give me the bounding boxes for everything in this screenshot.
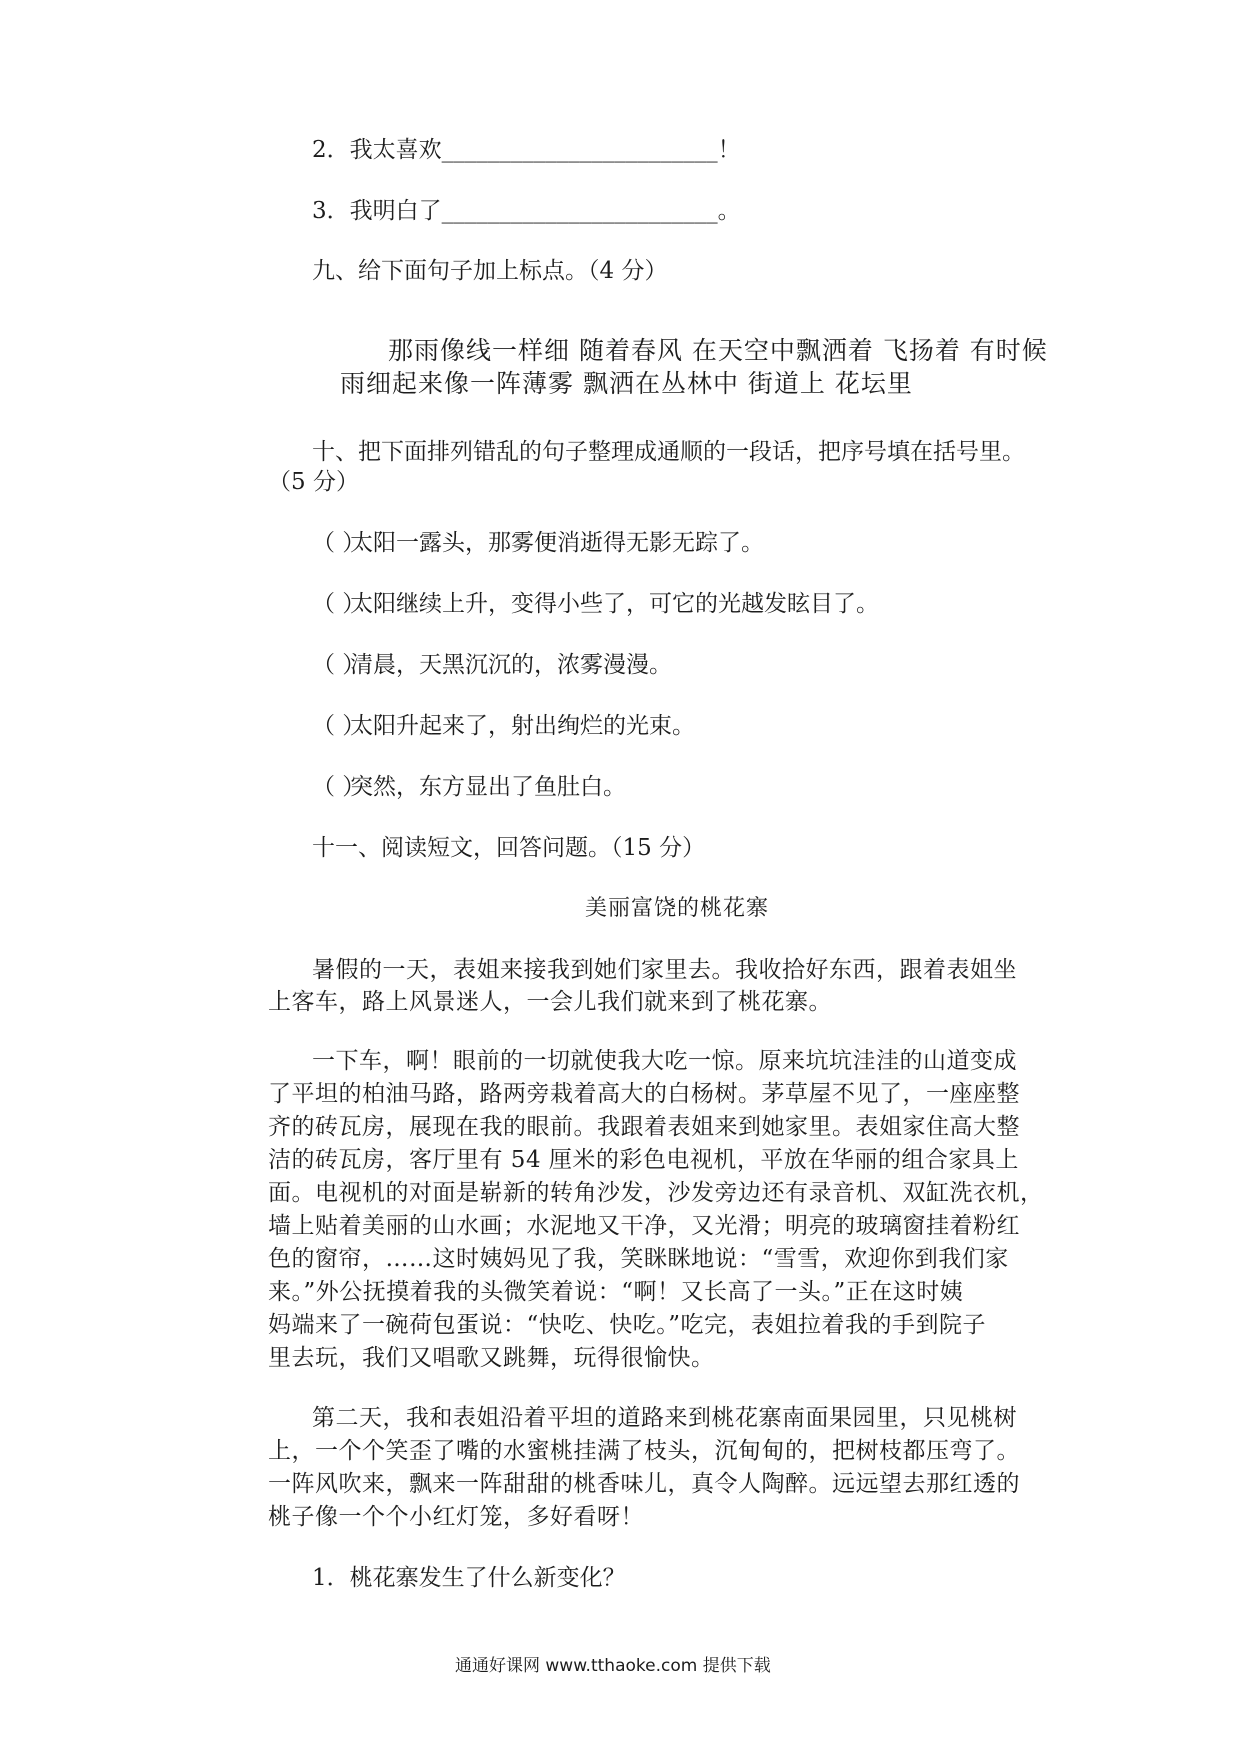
passage-para-1-line: 暑假的一天，表姐来接我到她们家里去。我收拾好东西，跟着表姐坐 (312, 957, 1017, 983)
q10-item-text: 清晨，天黑沉沉的，浓雾漫漫。 (350, 652, 672, 678)
q10-item (312, 770, 626, 804)
q10-item (312, 587, 879, 621)
q11-question-1: 1．桃花寨发生了什么新变化？ (312, 1565, 626, 1591)
q11-heading: 十一、阅读短文，回答问题。（15 分） (312, 835, 706, 861)
passage-para-1-line: 上客车，路上风景迷人，一会儿我们就来到了桃花寨。 (268, 989, 832, 1015)
q9-heading: 九、给下面句子加上标点。（4 分） (312, 258, 668, 284)
passage-para-2-line: 洁的砖瓦房，客厅里有 54 厘米的彩色电视机，平放在华丽的组合家具上 (268, 1147, 1019, 1173)
passage-para-2-line: 色的窗帘，……这时姨妈见了我，笑眯眯地说：“雪雪，欢迎你到我们家 (268, 1246, 1009, 1272)
q10-heading-line-2: （5 分） (268, 469, 359, 495)
blank-parentheses: （ ） (312, 713, 366, 739)
q9-sentence-line-1: 那雨像线一样细 随着春风 在天空中飘洒着 飞扬着 有时候 (388, 336, 1048, 365)
q8-item-3: 3．我明白了________________________。 (312, 198, 741, 224)
q8-item-2: 2．我太喜欢________________________！ (312, 137, 741, 163)
q10-item-text: 太阳升起来了，射出绚烂的光束。 (350, 713, 695, 739)
q10-item (312, 648, 672, 682)
passage-para-3-line: 一阵风吹来，飘来一阵甜甜的桃香味儿，真令人陶醉。远远望去那红透的 (268, 1471, 1020, 1497)
blank-parentheses: （ ） (312, 530, 366, 556)
passage-para-2-line: 面。电视机的对面是崭新的转角沙发，沙发旁边还有录音机、双缸洗衣机， (268, 1180, 1044, 1206)
passage-para-3-line: 上，一个个笑歪了嘴的水蜜桃挂满了枝头，沉甸甸的，把树枝都压弯了。 (268, 1438, 1020, 1464)
q10-item-text: 突然，东方显出了鱼肚白。 (350, 774, 626, 800)
q10-item-text: 太阳一露头，那雾便消逝得无影无踪了。 (350, 530, 764, 556)
passage-para-2-line: 墙上贴着美丽的山水画；水泥地又干净，又光滑；明亮的玻璃窗挂着粉红 (268, 1213, 1020, 1239)
page-footer: 通通好课网 www.tthaoke.com 提供下载 (455, 1656, 771, 1676)
q10-item (312, 709, 695, 743)
q9-sentence-line-2: 雨细起来像一阵薄雾 飘洒在丛林中 街道上 花坛里 (340, 369, 913, 398)
passage-para-3-line: 第二天，我和表姐沿着平坦的道路来到桃花寨南面果园里，只见桃树 (312, 1405, 1017, 1431)
blank-parentheses: （ ） (312, 591, 366, 617)
q10-item (312, 526, 764, 560)
q10-item-text: 太阳继续上升，变得小些了，可它的光越发眩目了。 (350, 591, 879, 617)
passage-para-2-line: 来。”外公抚摸着我的头微笑着说：“啊！又长高了一头。”正在这时姨 (268, 1279, 964, 1305)
passage-para-2-line: 了平坦的柏油马路，路两旁栽着高大的白杨树。茅草屋不见了，一座座整 (268, 1081, 1020, 1107)
passage-para-2-line: 里去玩，我们又唱歌又跳舞，玩得很愉快。 (268, 1345, 715, 1371)
passage-title: 美丽富饶的桃花寨 (585, 896, 770, 921)
passage-para-2-line: 齐的砖瓦房，展现在我的眼前。我跟着表姐来到她家里。表姐家住高大整 (268, 1114, 1020, 1140)
passage-para-2-line: 妈端来了一碗荷包蛋说：“快吃、快吃。”吃完，表姐拉着我的手到院子 (268, 1312, 987, 1338)
q10-heading-line-1: 十、把下面排列错乱的句子整理成通顺的一段话，把序号填在括号里。 (312, 439, 1025, 465)
passage-para-2-line: 一下车，啊！眼前的一切就使我大吃一惊。原来坑坑洼洼的山道变成 (312, 1048, 1017, 1074)
passage-para-3-line: 桃子像一个个小红灯笼，多好看呀！ (268, 1504, 644, 1530)
blank-parentheses: （ ） (312, 774, 366, 800)
blank-parentheses: （ ） (312, 652, 366, 678)
